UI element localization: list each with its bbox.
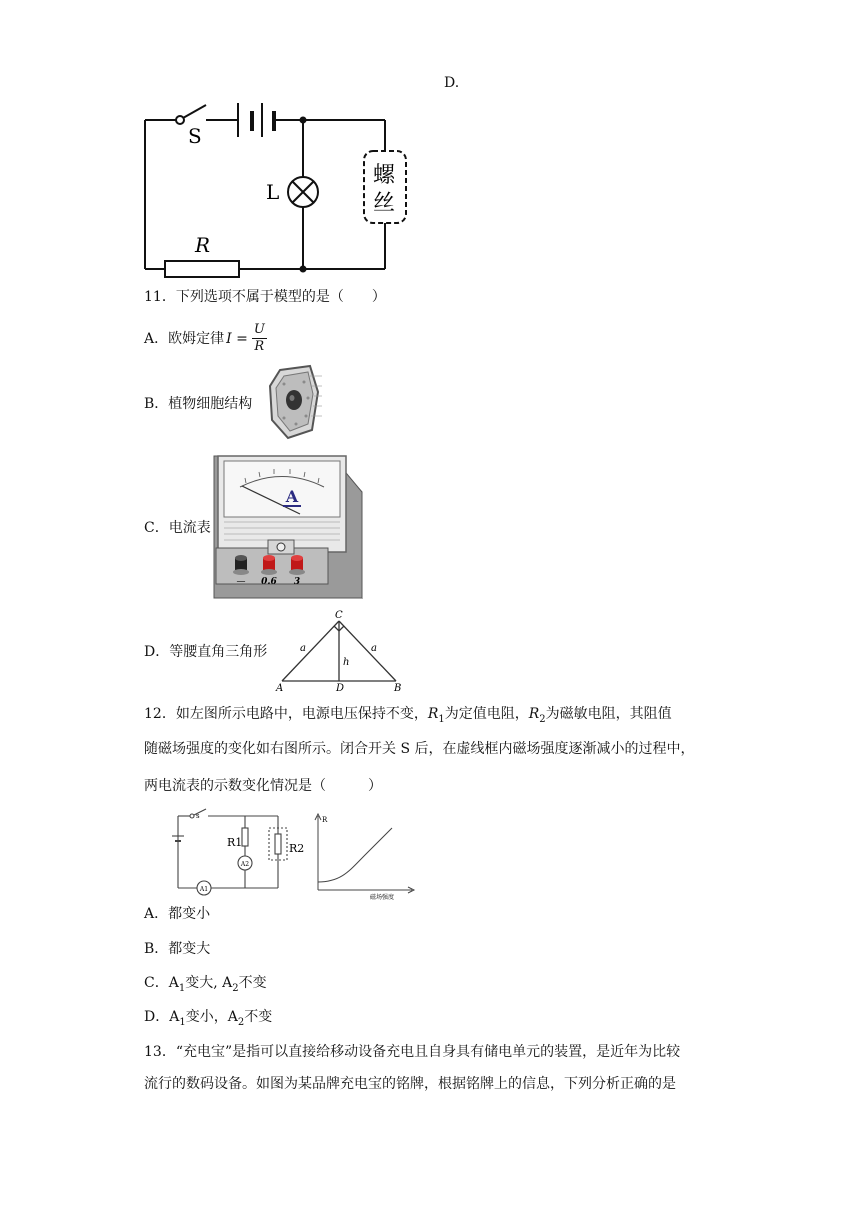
graph-x-label: 磁场强度 — [370, 894, 395, 901]
q12-r1-label: R1 — [227, 836, 243, 849]
r1-symbol: R — [427, 706, 439, 722]
q11-stem: 11．下列选项不属于模型的是（ ） — [144, 289, 386, 305]
q12-option-c — [144, 973, 267, 999]
height-h: h — [343, 657, 350, 668]
q11-option-a-text: A．欧姆定律 — [144, 330, 225, 347]
q12-resistance-graph — [308, 808, 420, 901]
terminal-3: 3 — [293, 577, 301, 587]
ohms-law-fraction — [252, 322, 267, 355]
q12-circuit-diagram — [168, 808, 305, 896]
r2-subscript: 2 — [539, 713, 546, 725]
fraction-numerator: U — [253, 322, 265, 337]
fraction-denominator: R — [254, 339, 265, 354]
q13-stem-line2: 流行的数码设备。如图为某品牌充电宝的铭牌，根据铭牌上的信息，下列分析正确的是 — [144, 1076, 676, 1092]
r2-symbol: R — [528, 706, 540, 722]
q12-option-c-sub1: 1 — [178, 982, 186, 994]
q12-a2-label: A2 — [240, 861, 250, 868]
q12-option-d-part-b: 变小，A — [185, 1009, 238, 1025]
q12-option-d — [144, 1007, 272, 1033]
side-a-left: a — [300, 643, 306, 654]
q11-option-a — [144, 322, 267, 355]
isosceles-triangle-diagram — [274, 607, 404, 693]
q12-option-c-sub2: 2 — [232, 982, 239, 994]
q12-option-d-sub1: 1 — [179, 1016, 186, 1028]
graph-y-label: R — [322, 816, 328, 824]
q12-option-d-part-c: 不变 — [244, 1009, 273, 1025]
vertex-a: A — [276, 683, 284, 694]
vertex-b: B — [394, 683, 402, 694]
vertex-c: C — [335, 610, 343, 621]
formula-lhs: I = — [226, 330, 248, 347]
q12-option-d-sub2: 2 — [237, 1016, 245, 1028]
q12-line1-part-c: 为磁敏电阻，其阻值 — [545, 706, 672, 722]
q12-r2-label: R2 — [289, 842, 305, 855]
q12-stem-line3: 两电流表的示数变化情况是（ ） — [144, 778, 382, 794]
q11-option-c: C．电流表 — [144, 520, 211, 536]
switch-label: S — [188, 124, 202, 148]
terminal-neg: — — [236, 577, 246, 587]
foot-d: D — [336, 683, 345, 694]
q12-option-a: A．都变小 — [144, 906, 211, 922]
q12-stem-line1 — [144, 704, 672, 730]
q11-option-d: D．等腰直角三角形 — [144, 644, 268, 660]
q12-stem-line2: 随磁场强度的变化如右图所示。闭合开关 S 后，在虚线框内磁场强度逐渐减小的过程中， — [144, 741, 695, 757]
ammeter-image — [212, 452, 362, 602]
r1-subscript: 1 — [438, 713, 445, 725]
q13-stem-line1: 13．“充电宝”是指可以直接给移动设备充电且自身具有储电单元的装置，是近年为比较 — [144, 1044, 681, 1060]
q12-option-c-part-a: C．A — [144, 975, 179, 991]
q12-option-d-part-a: D．A — [144, 1009, 180, 1025]
lamp-label: L — [266, 180, 280, 204]
q10-option-d-label: D. — [444, 75, 460, 91]
coil-char-2: 丝 — [373, 191, 396, 216]
q12-line1-part-b: 为定值电阻， — [444, 706, 529, 722]
q12-option-c-part-b: 变大, A — [185, 975, 233, 991]
q12-a1-label: A1 — [199, 886, 209, 893]
coil-char-1: 螺 — [373, 163, 396, 188]
ammeter-symbol: A — [285, 487, 299, 506]
q11-option-b: B．植物细胞结构 — [144, 396, 253, 412]
q12-option-b: B．都变大 — [144, 941, 211, 957]
resistor-label: R — [195, 233, 211, 257]
q12-line1-part-a: 12．如左图所示电路中，电源电压保持不变， — [144, 706, 428, 722]
q10-circuit-diagram — [140, 95, 430, 280]
terminal-06: 0.6 — [261, 577, 277, 587]
q12-option-c-part-c: 不变 — [238, 975, 267, 991]
side-a-right: a — [371, 643, 377, 654]
q12-switch-label: s — [196, 812, 200, 820]
plant-cell-image — [266, 364, 322, 440]
